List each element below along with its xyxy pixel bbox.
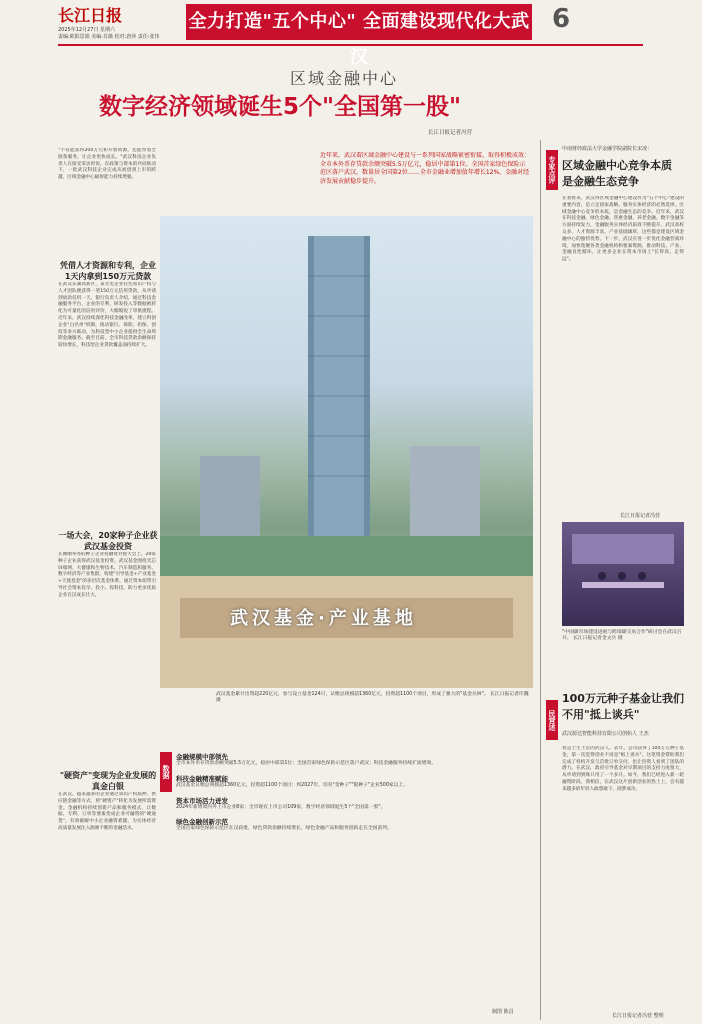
data-item-title: 科技金融精准赋能 [176,774,228,783]
article-lead: 近年来，武汉着区域金融中心建设与一系列国家战略紧密衔接，取得积极成效：全市本外币存贷款余额突破5.5万亿元，稳居中部第1位。全国首家绿色保险示范区落户武汉，数量居全国第2位……全市金融业增加值年增长12%，金融对经济发展贡献稳步提升。 [320,152,530,185]
commentary-credit: 长江日报记者冯营 [620,513,661,519]
article-body-b: 在刚刚举办的种子企业投融资对接大会上，20家种子企业获得武汉基金投资。武汉基金围绕光芯屏端网、大健康和生物技术、汽车制造和服务、数字经济等产业集群，构建"引导基金+产业基金+天使基金"的多层次基金体系，通过资本纽带引导社会资本投早、投小、投科技，助力更多优质企业在汉成长壮大。 [58,552,156,598]
photo-caption: 武汉基金累计出资超220亿元，参与设立基金124只，认缴总规模超1360亿元，投资超1100个项目，形成了强大的"基金丛林"。 长江日报记者许魏摄 [216,692,529,704]
story-body: 我是土生土长的武汉人。去年，公司获得了100万元种子基金，第一次觉得创业不再是"纸上谈兵"。这笔资金帮助我们完成了样机开发与首批订单交付，也让投资人看到了团队的潜力。在武汉，政府引导基金对早期项目的支持力度很大，从申请到到账只用了一个多月。如今，我们已经进入新一轮融资阶段，我相信，在武汉这片创新创业的热土上，会有越来越多的年轻人敢想敢干、圆梦成功。 [562,746,684,792]
subhead-1: 凭借人才资源和专利，企业1天内拿到150万元贷款 [60,261,156,281]
commentary-label: 专家点评 [546,150,558,190]
article-intro: "不仅能获得200万元和开放资源，还能带着全链条服务，让企业更快成长。"武汉科技企业负责人在接受采访时说。在政策与资本的共同推动下，一批武汉科技企业完成从初创到上市的跨越，区域金融中心辐射能力持续增强。 [58,148,156,181]
story-headline: 100万元种子基金让我们不用"抵上谈兵" [562,692,684,721]
column-divider [540,140,541,1020]
commentary-body: 在我看来，武汉得区域金融中心建设作为"五个中心"建设的重要内容，是立足国家战略、服务实体经济的必然选择。区域金融中心竞争的本质，是金融生态的竞争。近年来，武汉在科技金融、绿色金融、普惠金融、养老金融、数字金融等方面持续发力，金融服务实体经济质效不断提升。武汉高校众多、人才资源丰富、产业基础雄厚，这些都是建设区域金融中心的独特优势。下一步，武汉应进一步优化金融营商环境，加快集聚各类金融机构和要素资源，推动科技、产业、金融良性循环，让更多企业在资本市场上"长得高、走得远"。 [562,196,684,263]
data-box [176,752,532,962]
photo-sign-text: 武汉基金·产业基地 [230,608,417,629]
page-number: 6 [552,4,571,34]
editors-line: 责编:欧阳思娟 美编:肖薇 校对:唐萍 责任:张伟 [58,34,160,40]
conference-photo [562,522,684,626]
commentary-headline: 区域金融中心竞争本质是金融生态竞争 [562,159,672,188]
issue-date: 2025年12月27日 星期六 [58,27,116,33]
masthead-rule [58,44,643,46]
article-byline: 长江日报记者冯营 [428,130,473,136]
data-item-text: 全国首家绿色保险示范区在汉获批，绿色贷款余额持续增长，绿色金融产品和服务创新走在全国前列。 [176,826,392,832]
data-item-title: 资本市场活力迸发 [176,796,228,805]
article-body-a: 在武汉东湖高新区，某光电企业仅凭知识产权与人才团队便获得一笔150万元信用贷款，从申请到放款仅用一天。银行负责人介绍，通过科技金融服务平台，企业的专利、研发投入等数据被转化为可量化的信用评价，大幅缩短了审批流程。近年来，武汉持续深化科技金融改革，建立科创企业"白名单"机制，推动银行、保险、担保、创投等多方联动，为科技型中小企业提供全生命周期金融服务。截至目前，全市科技贷款余额保持较快增长，科技型企业贷款覆盖面持续扩大。 [58,282,156,349]
graphic-credit: 制图 陈昌 [492,1009,514,1015]
main-photo [160,216,533,688]
story-label: 民营述 [546,700,558,740]
data-item-title: 金融规模中部领先 [176,753,228,761]
subhead-2: 一场大会，20家种子企业获武汉基金投资 [58,531,158,551]
subhead-3: "硬资产"变现为企业发展的真金白银 [59,771,157,791]
data-box-label: 数据 [160,752,172,792]
data-item-text: 全市本外币存贷款余额突破5.5万亿元，稳居中部第1位；全国首家绿色保险示范区落户武汉；科技金融服务持续扩面增效。 [176,761,437,766]
masthead [0,0,702,68]
section-title: 区域金融中心 [290,69,399,88]
theme-banner: 全力打造"五个中心" 全面建设现代化大武汉 [186,4,532,40]
conference-caption: "中国碳市场建设进展与跨境碳交易合作"研讨会在武汉召开。 长江日报记者金文兵 摄 [562,630,682,642]
story-credit: 长江日报记者冯营 整理 [612,1013,664,1019]
data-item-title: 绿色金融创新示范 [176,818,228,827]
commentary-intro: 中南财经政法大学金融学院副院长宋凌： [562,146,653,152]
main-headline: 数字经济领域诞生5个"全国第一股" [99,94,461,120]
story-byline: 武汉源达智能科技有限公司创始人 王杰 [562,731,649,737]
article-body-c: 在武汉，越来越多的企业通过知识产权质押、供应链金融等方式，将"硬资产"转化为发展所需资金。金融机构持续创新产品和服务模式，让数据、专利、订单等要素变成企业可融资的"硬通货"，有效破解中小企业融资难题，为实体经济高质量发展注入源源不断的金融活水。 [58,792,156,831]
conference-illustration [562,522,684,626]
newspaper-logo: 长江日报 [58,6,123,25]
data-item-text: 2024年新增境内外上市企业8家；全市现有上市公司109家，数字经济领域诞生5个"全国第一股"。 [176,804,386,810]
data-item-text: 武汉基金认缴总规模超1360亿元，投资超1100个项目；到2027年，培育"金种子""银种子"企业500家以上。 [176,782,409,788]
